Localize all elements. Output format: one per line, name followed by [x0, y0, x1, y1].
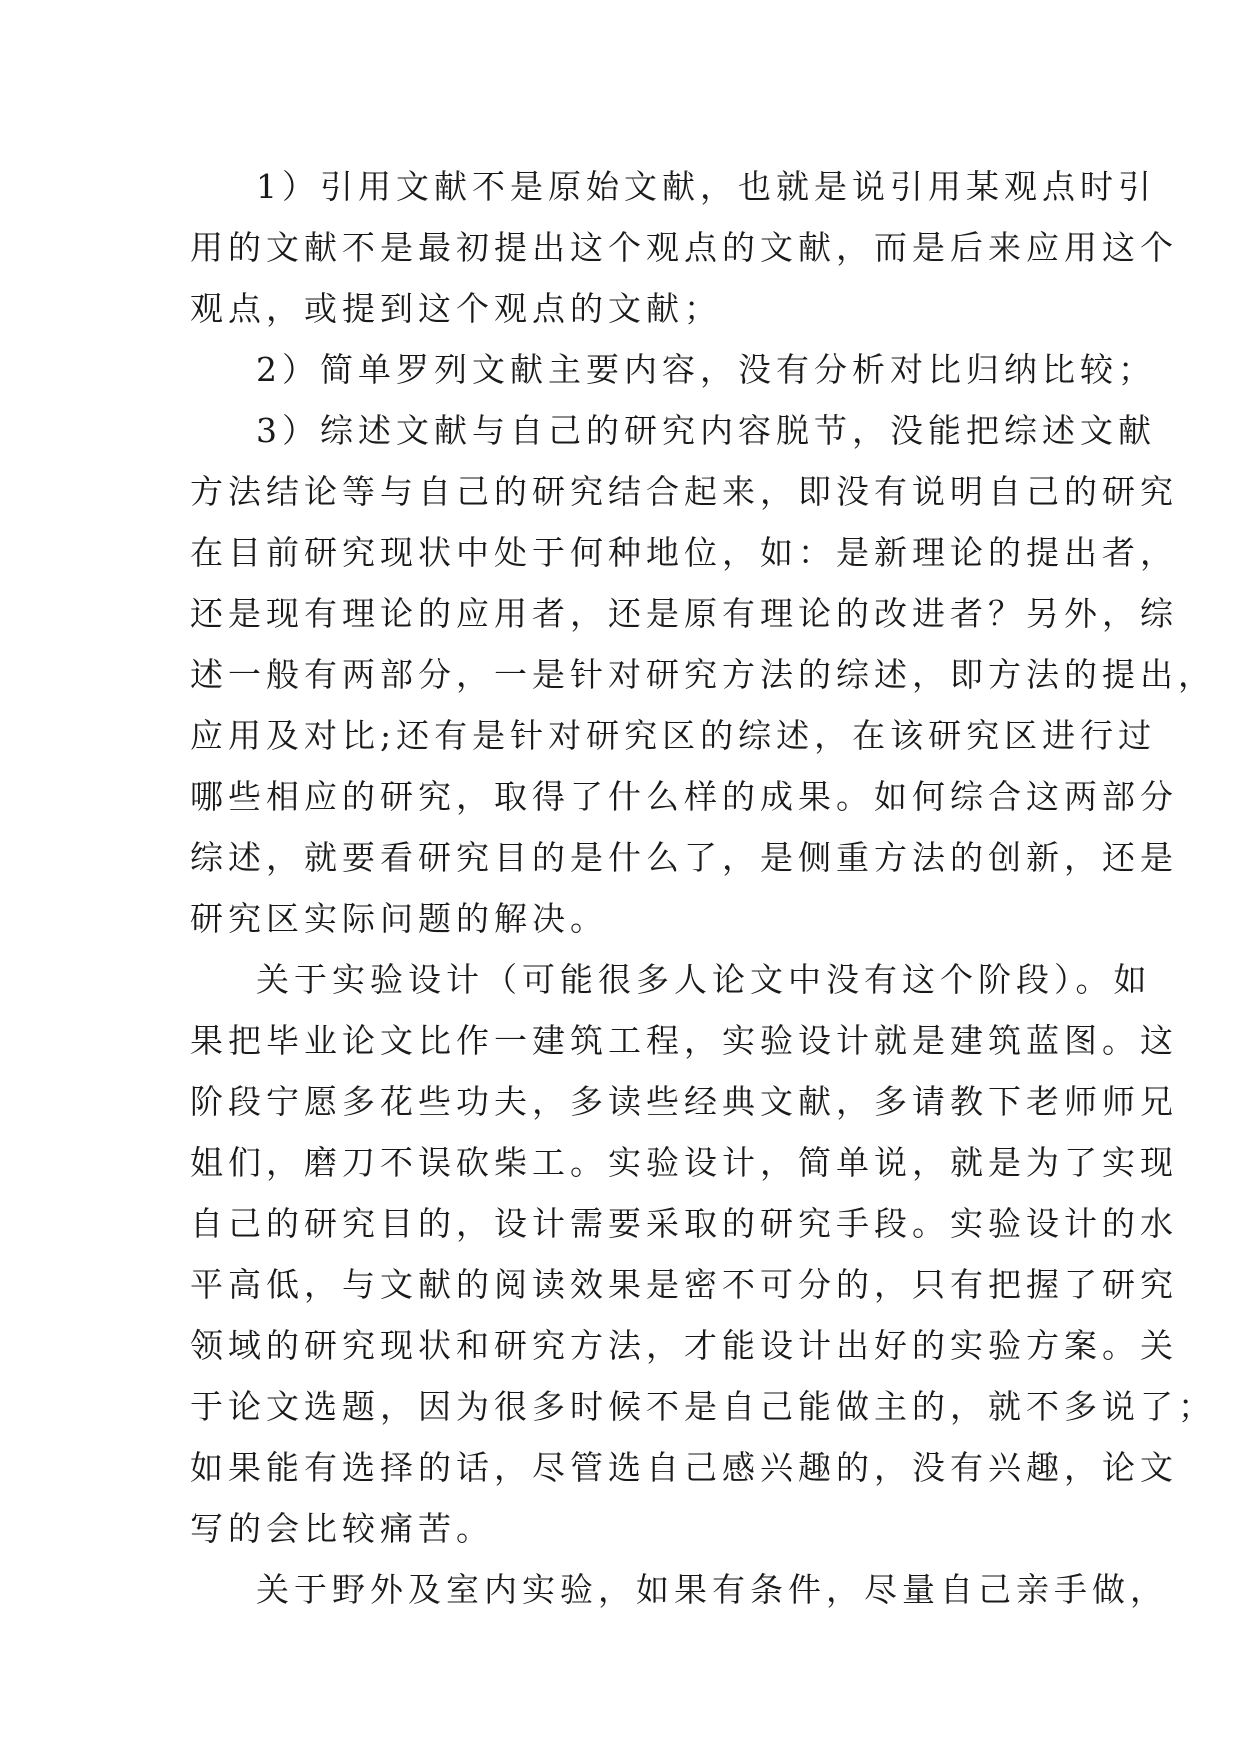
text-line: 综述，就要看研究目的是什么了，是侧重方法的创新，还是 [190, 838, 1178, 877]
text-line: 哪些相应的研究，取得了什么样的成果。如何综合这两部分 [190, 777, 1178, 816]
paragraph-4 [190, 949, 1216, 1559]
text-line: 如果能有选择的话，尽管选自己感兴趣的，没有兴趣，论文 [190, 1448, 1178, 1487]
text-line: 阶段宁愿多花些功夫，多读些经典文献，多请教下老师师兄 [190, 1082, 1178, 1121]
text-line: 1）引用文献不是原始文献，也就是说引用某观点时引 [256, 167, 1156, 206]
text-line: 方法结论等与自己的研究结合起来，即没有说明自己的研究 [190, 472, 1178, 511]
text-line: 还是现有理论的应用者，还是原有理论的改进者？另外，综 [190, 594, 1178, 633]
text-line: 研究区实际问题的解决。 [190, 899, 608, 938]
text-line: 在目前研究现状中处于何种地位，如：是新理论的提出者， [190, 533, 1178, 572]
paragraph-3 [190, 400, 1216, 949]
text-line: 平高低，与文献的阅读效果是密不可分的，只有把握了研究 [190, 1265, 1178, 1304]
text-line: 自己的研究目的，设计需要采取的研究手段。实验设计的水 [190, 1204, 1178, 1243]
paragraph-2 [190, 339, 1156, 400]
text-line: 观点，或提到这个观点的文献； [190, 289, 722, 328]
text-line: 用的文献不是最初提出这个观点的文献，而是后来应用这个 [190, 228, 1178, 267]
text-line: 关于实验设计（可能很多人论文中没有这个阶段）。如 [256, 960, 1152, 999]
paragraph-1 [190, 156, 1178, 339]
text-line: 2）简单罗列文献主要内容，没有分析对比归纳比较； [256, 350, 1156, 389]
text-line: 于论文选题，因为很多时候不是自己能做主的，就不多说了； [190, 1387, 1216, 1426]
paragraph-5 [190, 1559, 1168, 1620]
text-line: 3）综述文献与自己的研究内容脱节，没能把综述文献 [256, 411, 1156, 450]
document-page [190, 156, 1216, 1620]
text-line: 姐们，磨刀不误砍柴工。实验设计，简单说，就是为了实现 [190, 1143, 1178, 1182]
text-line: 写的会比较痛苦。 [190, 1509, 494, 1548]
text-line: 应用及对比;还有是针对研究区的综述，在该研究区进行过 [190, 716, 1157, 755]
text-line: 领域的研究现状和研究方法，才能设计出好的实验方案。关 [190, 1326, 1178, 1365]
text-line: 果把毕业论文比作一建筑工程，实验设计就是建筑蓝图。这 [190, 1021, 1178, 1060]
text-line: 述一般有两部分，一是针对研究方法的综述，即方法的提出， [190, 655, 1216, 694]
text-line: 关于野外及室内实验，如果有条件，尽量自己亲手做， [256, 1570, 1168, 1609]
